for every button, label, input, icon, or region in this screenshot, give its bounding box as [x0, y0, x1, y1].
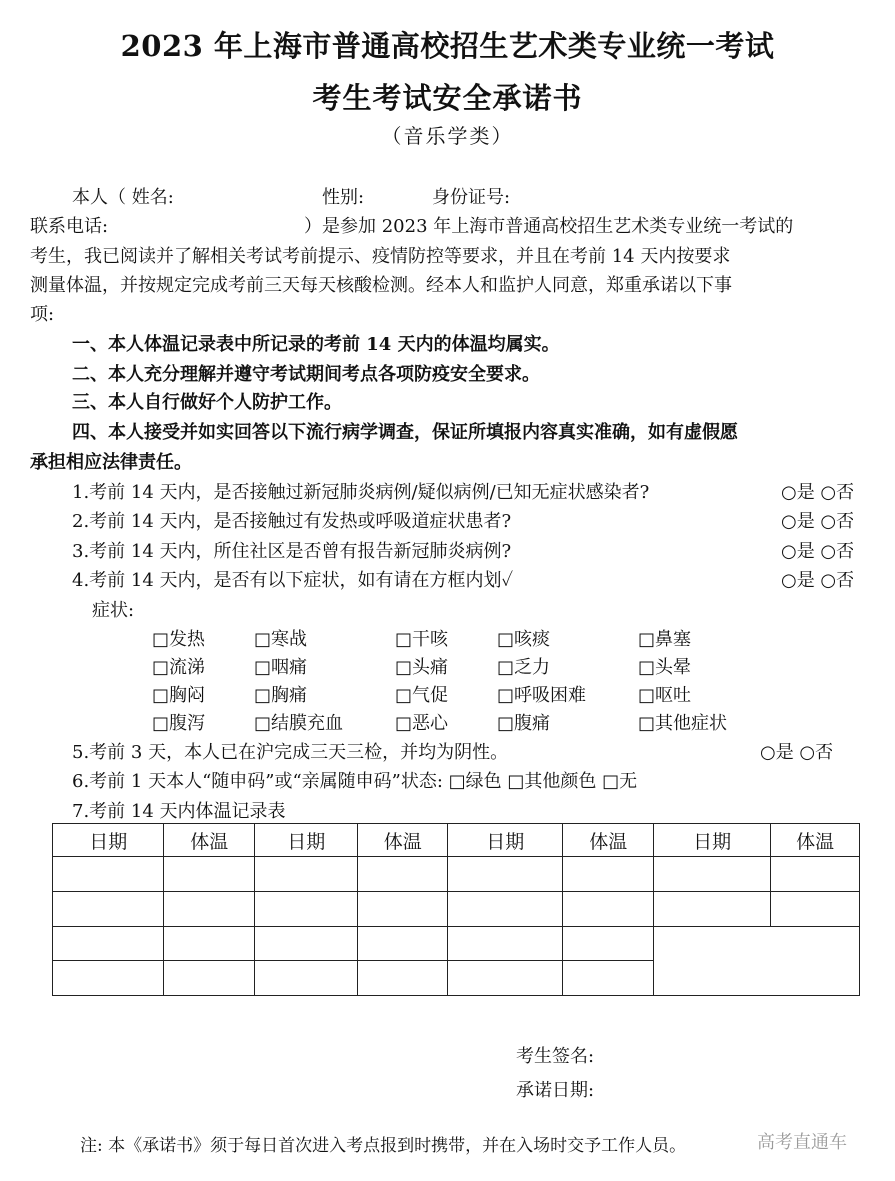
table-cell[interactable]: [448, 961, 563, 996]
watermark: 高考直通车: [757, 1132, 847, 1153]
table-cell[interactable]: [563, 926, 654, 961]
intro-line-4: 项:: [30, 304, 55, 325]
promise-date-label: 承诺日期:: [516, 1080, 595, 1101]
table-header-temp: 体温: [164, 824, 255, 857]
symptom-checkbox[interactable]: □流涕: [152, 657, 206, 678]
table-cell[interactable]: [254, 961, 357, 996]
table-header-date: 日期: [653, 824, 770, 857]
symptom-checkbox[interactable]: □腹泻: [152, 713, 206, 734]
symptom-checkbox[interactable]: □干咳: [395, 629, 449, 650]
intro-line-2: 考生，我已阅读并了解相关考试考前提示、疫情防控等要求，并且在考前 14 天内按要求: [30, 246, 731, 267]
footer-note: 注: 本《承诺书》须于每日首次进入考点报到时携带，并在入场时交予工作人员。: [80, 1136, 687, 1156]
symptom-checkbox[interactable]: □头晕: [638, 657, 692, 678]
table-blank-cell: [653, 926, 859, 996]
table-header-temp: 体温: [771, 824, 860, 857]
intro-line-3: 测量体温，并按规定完成考前三天每天核酸检测。经本人和监护人同意，郑重承诺以下事: [30, 275, 732, 296]
name-label: 本人（ 姓名:: [72, 187, 174, 208]
promise-2: 二、本人充分理解并遵守考试期间考点各项防疫安全要求。: [72, 364, 540, 385]
question-3-options[interactable]: ○是 ○否: [781, 541, 855, 562]
table-cell[interactable]: [164, 857, 255, 892]
table-cell[interactable]: [448, 857, 563, 892]
table-cell[interactable]: [164, 926, 255, 961]
table-header-date: 日期: [254, 824, 357, 857]
symptom-checkbox[interactable]: □胸闷: [152, 685, 206, 706]
table-cell[interactable]: [164, 961, 255, 996]
phone-label: 联系电话:: [30, 216, 109, 237]
promise-4: 四、本人接受并如实回答以下流行病学调查，保证所填报内容真实准确，如有虚假愿: [72, 422, 738, 443]
table-cell[interactable]: [358, 961, 448, 996]
question-6[interactable]: 6.考前 1 天本人“随申码”或“亲属随申码”状态: □绿色 □其他颜色 □无: [72, 771, 638, 792]
question-1: 1.考前 14 天内，是否接触过新冠肺炎病例/疑似病例/已知无症状感染者?: [72, 482, 650, 503]
intro-line-1: ）是参加 2023 年上海市普通高校招生艺术类专业统一考试的: [304, 216, 794, 237]
table-cell[interactable]: [164, 891, 255, 926]
table-cell[interactable]: [358, 891, 448, 926]
table-row: [53, 891, 860, 926]
id-number-label: 身份证号:: [432, 187, 511, 208]
gender-label: 性别:: [322, 187, 365, 208]
symptom-checkbox[interactable]: □气促: [395, 685, 449, 706]
symptom-checkbox[interactable]: □发热: [152, 629, 206, 650]
table-cell[interactable]: [448, 926, 563, 961]
promise-1: 一、本人体温记录表中所记录的考前 14 天内的体温均属实。: [72, 334, 560, 355]
symptom-checkbox[interactable]: □咽痛: [254, 657, 308, 678]
question-2: 2.考前 14 天内，是否接触过有发热或呼吸道症状患者?: [72, 511, 512, 532]
table-cell[interactable]: [254, 891, 357, 926]
table-cell[interactable]: [53, 961, 164, 996]
temperature-record-table: [52, 823, 860, 996]
promise-3: 三、本人自行做好个人防护工作。: [72, 392, 342, 413]
table-header-date: 日期: [448, 824, 563, 857]
table-cell[interactable]: [53, 857, 164, 892]
table-cell[interactable]: [358, 857, 448, 892]
table-cell[interactable]: [563, 961, 654, 996]
symptom-checkbox[interactable]: □其他症状: [638, 713, 728, 734]
table-header-temp: 体温: [563, 824, 654, 857]
table-header-date: 日期: [53, 824, 164, 857]
table-cell[interactable]: [448, 891, 563, 926]
table-cell[interactable]: [653, 857, 770, 892]
table-cell[interactable]: [771, 891, 860, 926]
symptom-checkbox[interactable]: □腹痛: [497, 713, 551, 734]
symptom-checkbox[interactable]: □恶心: [395, 713, 449, 734]
table-cell[interactable]: [53, 926, 164, 961]
question-5-options[interactable]: ○是 ○否: [760, 742, 834, 763]
symptom-checkbox[interactable]: □呕吐: [638, 685, 692, 706]
table-cell[interactable]: [358, 926, 448, 961]
promise-4-cont: 承担相应法律责任。: [30, 452, 192, 473]
symptom-checkbox[interactable]: □胸痛: [254, 685, 308, 706]
table-cell[interactable]: [254, 857, 357, 892]
document-subtitle: 考生考试安全承诺书: [312, 81, 583, 115]
symptom-checkbox[interactable]: □结膜充血: [254, 713, 344, 734]
table-cell[interactable]: [771, 857, 860, 892]
symptom-checkbox[interactable]: □乏力: [497, 657, 551, 678]
table-row: [53, 926, 860, 961]
signature-label: 考生签名:: [516, 1046, 595, 1067]
question-5: 5.考前 3 天，本人已在沪完成三天三检，并均为阴性。: [72, 742, 509, 763]
question-4: 4.考前 14 天内，是否有以下症状，如有请在方框内划✓: [72, 570, 514, 591]
question-3: 3.考前 14 天内，所住社区是否曾有报告新冠肺炎病例?: [72, 541, 512, 562]
table-cell[interactable]: [653, 891, 770, 926]
symptom-checkbox[interactable]: □鼻塞: [638, 629, 692, 650]
table-header-row: [53, 824, 860, 857]
table-header-temp: 体温: [358, 824, 448, 857]
table-cell[interactable]: [254, 926, 357, 961]
question-7: 7.考前 14 天内体温记录表: [72, 801, 286, 822]
table-cell[interactable]: [563, 857, 654, 892]
exam-category: （音乐学类）: [381, 124, 514, 148]
symptom-checkbox[interactable]: □咳痰: [497, 629, 551, 650]
question-2-options[interactable]: ○是 ○否: [781, 511, 855, 532]
table-cell[interactable]: [563, 891, 654, 926]
symptom-checkbox[interactable]: □寒战: [254, 629, 308, 650]
symptom-checkbox[interactable]: □头痛: [395, 657, 449, 678]
symptom-checkbox[interactable]: □呼吸困难: [497, 685, 587, 706]
question-1-options[interactable]: ○是 ○否: [781, 482, 855, 503]
symptoms-label: 症状:: [92, 600, 135, 621]
question-4-options[interactable]: ○是 ○否: [781, 570, 855, 591]
table-row: [53, 857, 860, 892]
table-cell[interactable]: [53, 891, 164, 926]
document-title: 2023 年上海市普通高校招生艺术类专业统一考试: [120, 29, 775, 63]
